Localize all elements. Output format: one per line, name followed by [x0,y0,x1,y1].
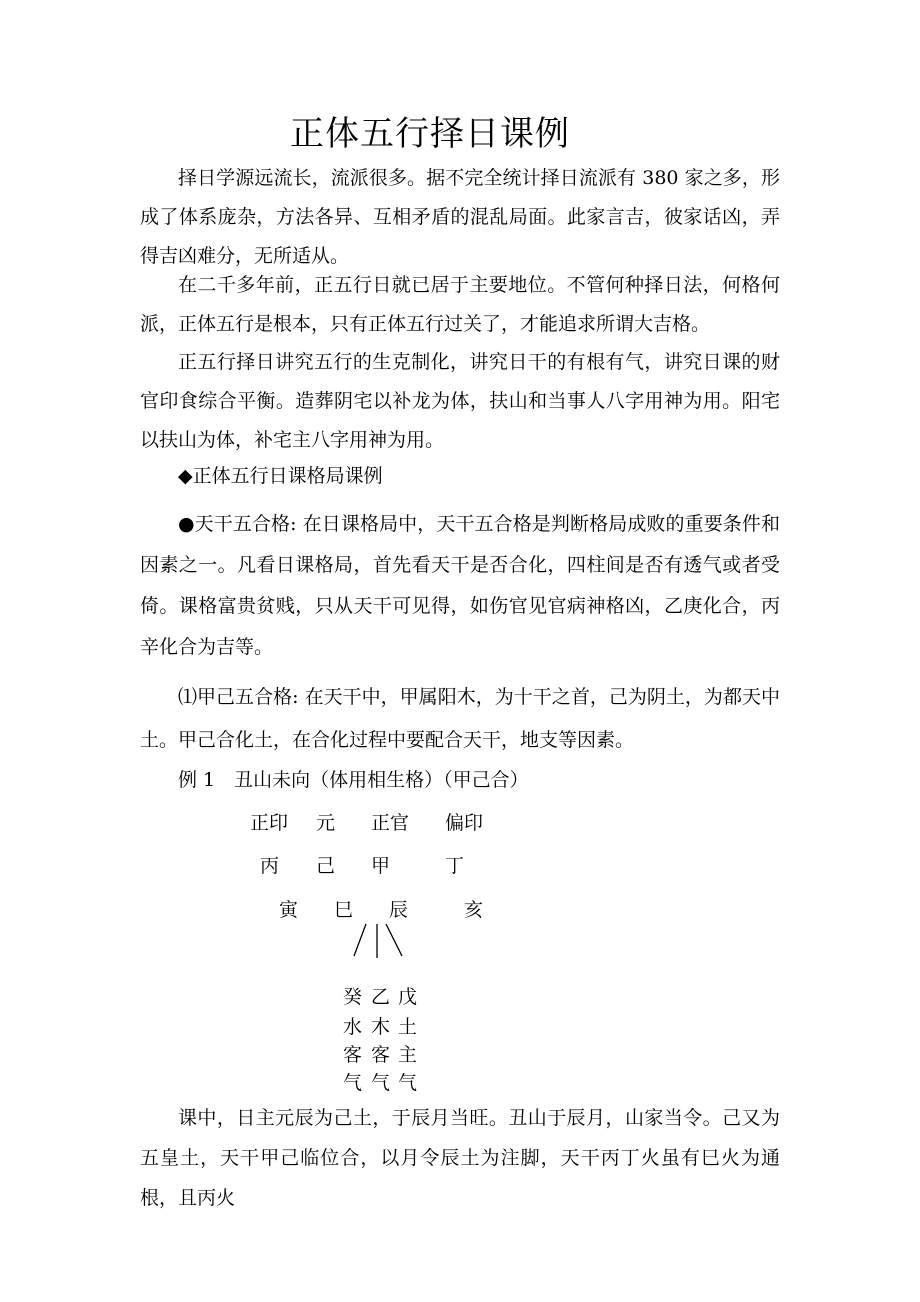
hidden-stem-1: 癸 [343,986,363,1008]
stem-hour: 丁 [445,855,465,877]
hidden-role-1: 客 [343,1044,363,1066]
closing-paragraph: 课中，日主元辰为己土，于辰月当旺。丑山于辰月，山家当令。己又为五皇土，天干甲己临位合，以月令辰土为注脚，天干丙丁火虽有巳火为通根，且丙火 [140,1107,780,1209]
hidden-role-2: 客 [371,1044,391,1066]
hidden-qi-2: 气 [371,1072,391,1094]
branch-year: 寅 [279,899,299,921]
hidden-element-2: 木 [371,1016,391,1038]
example-label: 例 1 丑山未向（体用相生格）（甲己合） [178,769,529,791]
branch-day: 辰 [389,899,409,921]
god-year: 正印 [250,812,289,834]
connector-line-left [354,924,366,956]
document-title: 正体五行择日课例 [290,114,570,154]
hidden-element-1: 水 [343,1016,363,1038]
connector-line-right [386,924,402,956]
section-heading: ◆正体五行日课格局课例 [178,465,383,487]
section-paragraph-2: ⑴甲己五合格: 在天干中，甲属阳木，为十干之首，己为阴土，为都天中土。甲己合化土，在合化过程中要配合天干，地支等因素。 [140,686,780,751]
hidden-role-3: 主 [398,1044,418,1066]
god-month: 元 [316,812,336,834]
intro-paragraph-2: 在二千多年前，正五行日就已居于主要地位。不管何种择日法，何格何派，正体五行是根本，只有正体五行过关了，才能追求所谓大吉格。 [140,274,780,335]
hidden-stem-connector-lines [340,920,420,964]
hidden-stem-2: 乙 [371,986,391,1008]
hidden-qi-3: 气 [398,1072,418,1094]
section-paragraph-1: ●天干五合格: 在日课格局中，天干五合格是判断格局成败的重要条件和因素之一。凡看日课格局，首先看天干是否合化，四柱间是否有透气或者受倚。课格富贵贫贱，只从天干可见得，如伤官见官病神格凶，乙庚化合，丙辛化合为吉等。 [140,513,780,658]
stem-day: 甲 [371,855,391,877]
intro-paragraph-3: 正五行择日讲究五行的生克制化，讲究日干的有根有气，讲究日课的财官印食综合平衡。造葬阴宅以补龙为体，扶山和当事人八字用神为用。阳宅以扶山为体，补宅主八字用神为用。 [140,351,780,451]
branch-hour: 亥 [464,899,484,921]
stem-year: 丙 [260,855,280,877]
hidden-qi-1: 气 [343,1072,363,1094]
god-day: 正官 [371,812,410,834]
hidden-stem-3: 戊 [398,986,418,1008]
intro-paragraph-1: 择日学源远流长，流派很多。据不完全统计择日流派有 380 家之多，形成了体系庞杂，方法各异、互相矛盾的混乱局面。此家言吉，彼家话凶，弄得吉凶难分，无所适从。 [140,167,780,267]
branch-month: 巳 [334,899,354,921]
hidden-element-3: 土 [398,1016,418,1038]
stem-month: 己 [316,855,336,877]
god-hour: 偏印 [445,812,484,834]
